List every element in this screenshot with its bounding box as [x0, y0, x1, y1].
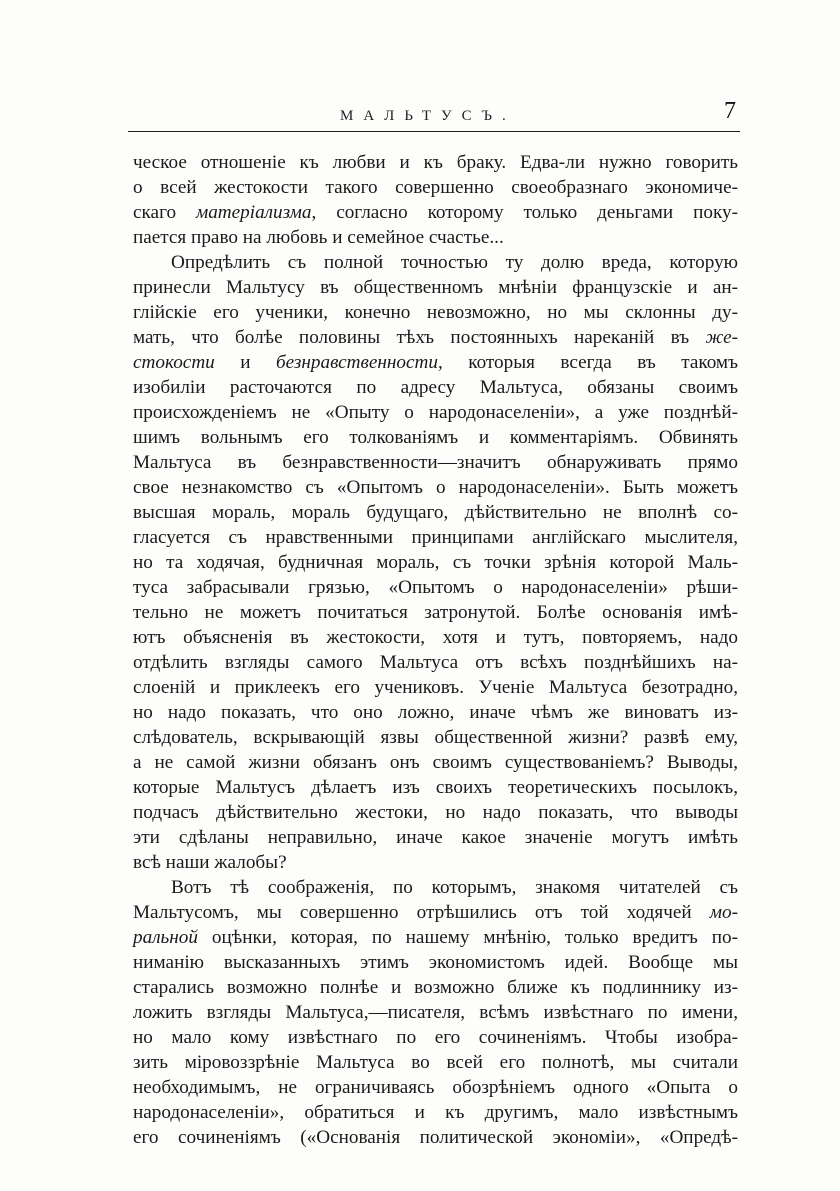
text-line: происхожденіемъ не «Опыту о народонаселеніи», а уже позднѣй- — [133, 402, 738, 423]
text-line: Вотъ тѣ соображенія, по которымъ, знакомя читателей съ — [171, 877, 738, 898]
emphasized-term: матеріализма — [195, 202, 312, 223]
text-line — [133, 200, 738, 225]
text-line: принесли Мальтусу въ общественномъ мнѣніи французскіе и ан- — [133, 277, 738, 298]
page-header — [130, 100, 740, 130]
text-line — [133, 350, 738, 375]
emphasized-term: же- — [705, 327, 738, 348]
text-line: зить міровоззрѣніе Мальтуса во всей его полнотѣ, мы считали — [133, 1052, 738, 1073]
text-line: отдѣлить взгляды самого Мальтуса отъ всѣхъ позднѣйшихъ на- — [133, 652, 738, 673]
text-line: Опредѣлить съ полной точностью ту долю вреда, которую — [171, 252, 738, 273]
text-line: необходимымъ, не ограничиваясь обозрѣніемъ одного «Опыта о — [133, 1077, 738, 1098]
text-line: Мальтуса въ безнравственности—значитъ обнаруживать прямо — [133, 452, 738, 473]
text-line: слоеній и приклеекъ его учениковъ. Ученіе Мальтуса безотрадно, — [133, 677, 738, 698]
body-text — [133, 150, 738, 1150]
text-run: и — [214, 352, 276, 373]
text-line: ческое отношеніе къ любви и къ браку. Едва-ли нужно говорить — [133, 152, 738, 173]
text-run: оцѣнки, которая, по нашему мнѣнію, только вредитъ по- — [198, 927, 738, 948]
page-number: 7 — [724, 98, 736, 124]
text-line — [133, 925, 738, 950]
text-run: Мальтусомъ, мы совершенно отрѣшились отъ той ходячей — [133, 902, 710, 923]
text-line: его сочиненіямъ («Основанія политической экономіи», «Опредѣ- — [133, 1127, 738, 1148]
text-line: пается право на любовь и семейное счастье... — [133, 227, 504, 248]
text-run: , которыя всегда въ такомъ — [437, 352, 738, 373]
emphasized-term: стокости — [133, 352, 215, 373]
text-line: народонаселеніи», обратиться и къ другимъ, мало извѣстнымъ — [133, 1102, 738, 1123]
text-line: ниманію высказанныхъ этимъ экономистомъ идей. Вообще мы — [133, 952, 738, 973]
text-line: эти сдѣланы неправильно, иначе какое значеніе могутъ имѣть — [133, 827, 738, 848]
text-line: туса забрасывали грязью, «Опытомъ о народонаселеніи» рѣши- — [133, 577, 738, 598]
text-line: о всей жестокости такого совершенно своеобразнаго экономиче- — [133, 177, 738, 198]
text-line: а не самой жизни обязанъ онъ своимъ существованіемъ? Выводы, — [133, 752, 738, 773]
text-line: свое незнакомство съ «Опытомъ о народонаселеніи». Быть можетъ — [133, 477, 738, 498]
text-line: шимъ вольнымъ его толкованіямъ и комментаріямъ. Обвинять — [133, 427, 738, 448]
text-line: высшая мораль, мораль будущаго, дѣйствительно не вполнѣ со- — [133, 502, 738, 523]
text-line: гласуется съ нравственными принципами англійскаго мыслителя, — [133, 527, 738, 548]
running-title: МАЛЬТУСЪ. — [340, 108, 516, 124]
text-line — [133, 900, 738, 925]
text-line: глійскіе его ученики, конечно невозможно, но мы склонны ду- — [133, 302, 738, 323]
text-line: ложить взгляды Мальтуса,—писателя, всѣмъ извѣстнаго по имени, — [133, 1002, 738, 1023]
text-line: тельно не можетъ почитаться затронутой. Болѣе основанія имѣ- — [133, 602, 738, 623]
text-line: но надо показать, что оно ложно, иначе чѣмъ же виноватъ из- — [133, 702, 738, 723]
header-rule — [128, 131, 740, 132]
emphasized-term: ральной — [133, 927, 198, 948]
emphasized-term: безнравственности — [275, 352, 438, 373]
text-line: старались возможно полнѣе и возможно ближе къ подлиннику из- — [133, 977, 738, 998]
text-line: изобиліи расточаются по адресу Мальтуса, обязаны своимъ — [133, 377, 738, 398]
text-run: мать, что болѣе половины тѣхъ постоянныхъ нареканій въ — [133, 327, 706, 348]
emphasized-term: мо- — [709, 902, 738, 923]
text-line: подчасъ дѣйствительно жестоки, но надо показать, что выводы — [133, 802, 738, 823]
text-line: которые Мальтусъ дѣлаетъ изъ своихъ теоретическихъ посылокъ, — [133, 777, 738, 798]
text-run: , согласно которому только деньгами поку- — [311, 202, 738, 223]
text-line: слѣдователь, вскрывающій язвы общественной жизни? развѣ ему, — [133, 727, 738, 748]
text-line: но та ходячая, будничная мораль, съ точки зрѣнія которой Маль- — [133, 552, 738, 573]
text-line: но мало кому извѣстнаго по его сочиненіямъ. Чтобы изобра- — [133, 1027, 738, 1048]
text-line: ютъ объясненія въ жестокости, хотя и тутъ, повторяемъ, надо — [133, 627, 738, 648]
text-run: скаго — [133, 202, 196, 223]
text-line: всѣ наши жалобы? — [133, 852, 287, 873]
text-line — [133, 325, 738, 350]
